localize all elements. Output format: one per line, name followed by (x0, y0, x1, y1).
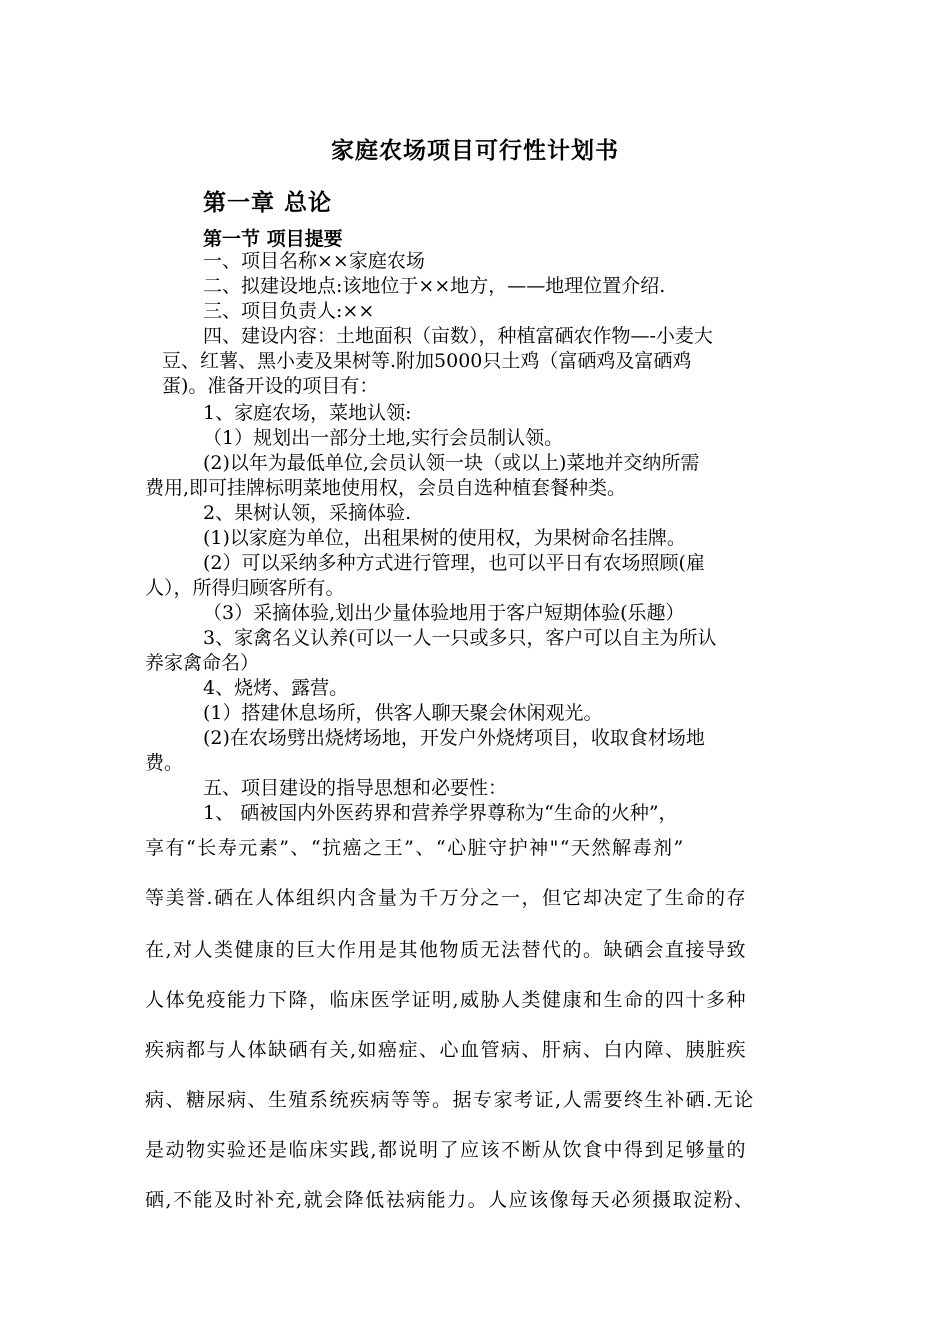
paragraph-line: 人），所得归顾客所有。 (145, 577, 345, 599)
paragraph-line: 蛋)。准备开设的项目有： (162, 375, 379, 397)
paragraph-line: 养家禽命名） (145, 652, 260, 674)
paragraph-line: 硒,不能及时补充,就会降低祛病能力。人应该像每天必须摄取淀粉、 (145, 1189, 755, 1211)
paragraph-line: 疾病都与人体缺硒有关,如癌症、心血管病、肝病、白内障、胰脏疾 (145, 1039, 748, 1061)
paragraph-line: 是动物实验还是临床实践,都说明了应该不断从饮食中得到足够量的 (145, 1139, 748, 1161)
paragraph-line: 费。 (145, 752, 184, 774)
paragraph-line: 三、项目负责人:×× (203, 300, 375, 322)
list-item: （3）采摘体验,划出少量体验地用于客户短期体验(乐趣） (203, 602, 685, 624)
section-heading: 第一节 项目提要 (203, 228, 343, 250)
list-item: (2)在农场劈出烧烤场地，开发户外烧烤项目，收取食材场地 (203, 727, 705, 749)
list-item: 4、烧烤、露营。 (203, 677, 349, 699)
paragraph-line: 豆、红薯、黑小麦及果树等.附加5000只土鸡（富硒鸡及富硒鸡 (162, 350, 692, 372)
paragraph-line: 二、拟建设地点:该地位于××地方，——地理位置介绍. (203, 275, 666, 297)
document-title: 家庭农场项目可行性计划书 (331, 137, 619, 164)
paragraph-line: 享有“长寿元素”、“抗癌之王”、“心脏守护神"“天然解毒剂” (145, 837, 685, 859)
chapter-heading: 第一章 总论 (203, 189, 333, 216)
list-item: (1)以家庭为单位，出租果树的使用权，为果树命名挂牌。 (203, 527, 686, 549)
list-item: (2)以年为最低单位,会员认领一块（或以上)菜地并交纳所需 (203, 452, 700, 474)
list-item: 五、项目建设的指导思想和必要性： (203, 777, 508, 799)
paragraph-line: 费用,即可挂牌标明菜地使用权，会员自选种植套餐种类。 (145, 477, 627, 499)
paragraph-line: 四、建设内容：土地面积（亩数），种植富硒农作物—-小麦大 (203, 325, 713, 347)
paragraph-line: 1、 硒被国内外医药界和营养学界尊称为“生命的火种”， (203, 802, 678, 824)
paragraph-line: 病、糖尿病、生殖系统疾病等等。据专家考证,人需要终生补硒.无论 (145, 1089, 755, 1111)
paragraph-line: 等美誉.硒在人体组织内含量为千万分之一，但它却决定了生命的存 (145, 887, 748, 909)
list-item: (1）搭建休息场所，供客人聊天聚会休闲观光。 (203, 702, 603, 724)
list-item: (2）可以采纳多种方式进行管理，也可以平日有农场照顾(雇 (203, 552, 705, 574)
paragraph-line: 在,对人类健康的巨大作用是其他物质无法替代的。缺硒会直接导致 (145, 939, 748, 961)
list-item: （1）规划出一部分土地,实行会员制认领。 (203, 427, 564, 449)
paragraph-line: 人体免疫能力下降，临床医学证明,威胁人类健康和生命的四十多种 (145, 989, 748, 1011)
list-item: 3、家禽名义认养(可以一人一只或多只，客户可以自主为所认 (203, 627, 717, 649)
list-item: 1、家庭农场，菜地认领: (203, 402, 412, 424)
list-item: 2、果树认领，采摘体验. (203, 502, 412, 524)
paragraph-line: 一、项目名称××家庭农场 (203, 250, 425, 272)
